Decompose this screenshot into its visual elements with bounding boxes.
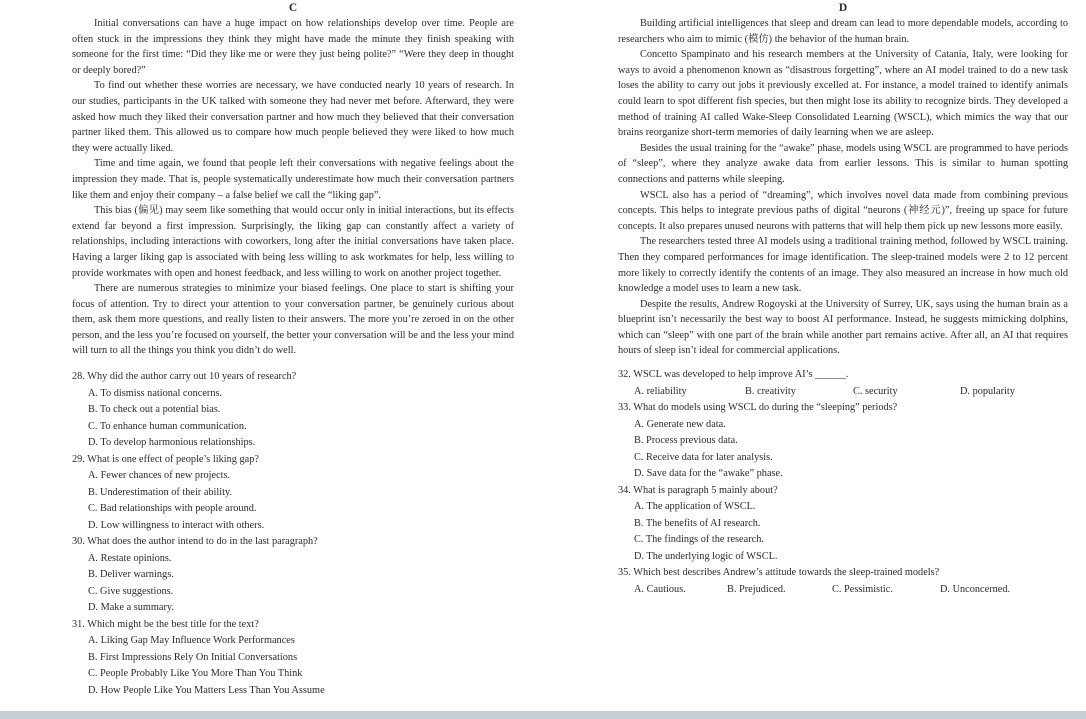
window-bottom-edge: [0, 711, 1086, 719]
question-32-option-a: A. reliability: [634, 385, 687, 397]
question-33-option-c: C. Receive data for later analysis.: [634, 451, 773, 463]
question-28-option-d: D. To develop harmonious relationships.: [88, 437, 256, 449]
section-d-letter: D: [838, 2, 848, 14]
question-31-option-a: A. Liking Gap May Influence Work Performances: [88, 635, 295, 647]
question-34-option-a: A. The application of WSCL.: [634, 501, 756, 513]
question-31-stem: 31. Which might be the best title for the text?: [72, 618, 259, 630]
question-30: [72, 534, 514, 617]
question-32-option-b: B. creativity: [745, 385, 796, 397]
question-30-stem: 30. What does the author intend to do in the last paragraph?: [72, 536, 318, 548]
question-31-option-b: B. First Impressions Rely On Initial Conversations: [88, 651, 298, 663]
question-35-options: [618, 582, 1068, 599]
passage-c-paragraph-3: Time and time again, we found that people left their conversations with negative feelings about the impression they made. That is, people systematically underestimate how much their conversation partners like them and enjoy their company – a false belief we call the “liking gap”.: [72, 158, 514, 201]
passage-c-paragraph-1: Initial conversations can have a huge impact on how relationships develop over time. People are often stuck in the impressions they think they might have made the minute they finish speaking with someone for the first time: “Did they like me or were they just being polite?” “Were they deep in thought or deeply bored?”: [72, 18, 514, 76]
question-35-option-a: A. Cautious.: [634, 583, 686, 595]
passage-c-paragraph-2: To find out whether these worries are necessary, we have conducted nearly 10 years of research. In our studies, participants in the UK talked with someone they had never met before. Afterward, they were asked how much they liked their conversation partner and how much they believed that their conversation partner liked them. This allowed us to compare how much people believed they were liked to how much they were actually liked.: [72, 80, 514, 154]
question-35-option-d: D. Unconcerned.: [940, 583, 1011, 595]
question-34-option-d: D. The underlying logic of WSCL.: [634, 550, 778, 562]
section-c: [72, 2, 514, 699]
question-35-option-b: B. Prejudiced.: [727, 583, 786, 595]
question-34: [618, 483, 1068, 566]
question-31: [72, 617, 514, 700]
question-32-option-d: D. popularity: [960, 385, 1015, 397]
question-35-option-c: C. Pessimistic.: [832, 583, 893, 595]
passage-c-paragraph-5: There are numerous strategies to minimize your biased feelings. One place to start is shifting your focus of attention. Try to direct your attention to your conversation partner, be genuinely curious about them, ask them more questions, and really listen to their answers. The more you’re zeroed in on the other person, and the less you’re focused on yourself, the better your conversation will be and the less your mind will turn to all the things you think you didn’t do well.: [72, 283, 514, 357]
question-33: [618, 400, 1068, 483]
question-34-option-c: C. The findings of the research.: [634, 534, 764, 546]
section-c-letter: C: [288, 2, 298, 14]
question-34-option-b: B. The benefits of AI research.: [634, 517, 761, 529]
question-29-option-b: B. Underestimation of their ability.: [88, 486, 233, 498]
question-28-option-a: A. To dismiss national concerns.: [88, 387, 223, 399]
question-31-option-c: C. People Probably Like You More Than You Think: [88, 668, 303, 680]
passage-d-paragraph-3: Besides the usual training for the “awake” phase, models using WSCL are programmed to have periods of “sleep”, where they analyze awake data from earlier lessons. This is similar to human spotting connections and patterns while sleeping.: [618, 142, 1068, 185]
question-33-stem: 33. What do models using WSCL do during the “sleeping” periods?: [618, 402, 898, 414]
question-29-option-c: C. Bad relationships with people around.: [88, 503, 257, 515]
question-30-option-d: D. Make a summary.: [88, 602, 174, 614]
question-28-option-c: C. To enhance human communication.: [88, 420, 247, 432]
question-28: [72, 369, 514, 452]
question-32: [618, 367, 1068, 400]
question-32-options: [618, 384, 1068, 401]
question-30-option-c: C. Give suggestions.: [88, 585, 174, 597]
question-33-option-b: B. Process previous data.: [634, 435, 738, 447]
question-30-option-b: B. Deliver warnings.: [88, 569, 174, 581]
question-28-option-b: B. To check out a potential bias.: [88, 404, 221, 416]
passage-d-paragraph-5: The researchers tested three AI models using a traditional training method, followed by WSCL training. Then they compared performances for image identification. The sleep-trained models were 2 to 12 percent more likely to correctly identify the contents of an image. They also measured an increase in how much old knowledge a model uses to learn a new task.: [618, 236, 1068, 295]
question-30-option-a: A. Restate opinions.: [88, 552, 172, 564]
question-29-stem: 29. What is one effect of people’s liking gap?: [72, 453, 259, 465]
question-34-stem: 34. What is paragraph 5 mainly about?: [618, 484, 778, 496]
question-35: [618, 565, 1068, 598]
question-33-option-a: A. Generate new data.: [634, 418, 726, 430]
question-32-stem: 32. WSCL was developed to help improve AI’s ______.: [618, 369, 849, 381]
question-32-option-c: C. security: [853, 385, 898, 397]
passage-d-paragraph-4: WSCL also has a period of “dreaming”, which involves novel data made from combining previous concepts. This helps to integrate previous paths of digital “neurons (神经元)”, freeing up space for future concepts. It also prepares unused neurons with patterns that will help them pick up new lessons more easily.: [618, 189, 1068, 232]
question-29-option-d: D. Low willingness to interact with others.: [88, 519, 265, 531]
passage-d-paragraph-6: Despite the results, Andrew Rogoyski at the University of Surrey, UK, says using the human brain as a blueprint isn’t necessarily the best way to boost AI performance. Instead, he suggests mimicking dolphins, which can “sleep” with one part of the brain while another part remains active. After all, an AI that requires hours of sleep isn’t ideal for commercial applications.: [618, 298, 1068, 357]
question-29: [72, 452, 514, 535]
passage-d-paragraph-1: Building artificial intelligences that sleep and dream can lead to more dependable models, according to researchers who aim to mimic (模仿) the behavior of the human brain.: [618, 18, 1068, 45]
passage-c-paragraph-4: This bias (偏见) may seem like something that would occur only in initial interactions, but its effects extend far beyond a first impression. Surprisingly, the liking gap can constantly affect a variety of relationships, including interactions with coworkers, long after the initial conversations have taken place. Having a larger liking gap is associated with being less willing to ask workmates for help, less willing to provide workmates with open and honest feedback, and less willing to work on another project together.: [72, 205, 514, 279]
question-29-option-a: A. Fewer chances of new projects.: [88, 470, 231, 482]
question-28-stem: 28. Why did the author carry out 10 years of research?: [72, 371, 297, 383]
question-33-option-d: D. Save data for the “awake” phase.: [634, 468, 783, 480]
question-35-stem: 35. Which best describes Andrew’s attitude towards the sleep-trained models?: [618, 567, 940, 579]
passage-d-paragraph-2: Concetto Spampinato and his research members at the University of Catania, Italy, were looking for ways to avoid a phenomenon known as “disastrous forgetting”, where an AI model trained to do a new task loses the ability to carry out jobs it previously excelled at. For instance, a model trained to identify animals could learn to spot different fish species, but then might lose its ability to recognize birds. They developed a method of training AI called Wake-Sleep Consolidated Learning (WSCL), which mimics the way that our brains reorganize short-term memories of daily learning when we are asleep.: [618, 49, 1068, 139]
section-d: [618, 2, 1068, 598]
question-31-option-d: D. How People Like You Matters Less Than You Assume: [88, 684, 325, 696]
